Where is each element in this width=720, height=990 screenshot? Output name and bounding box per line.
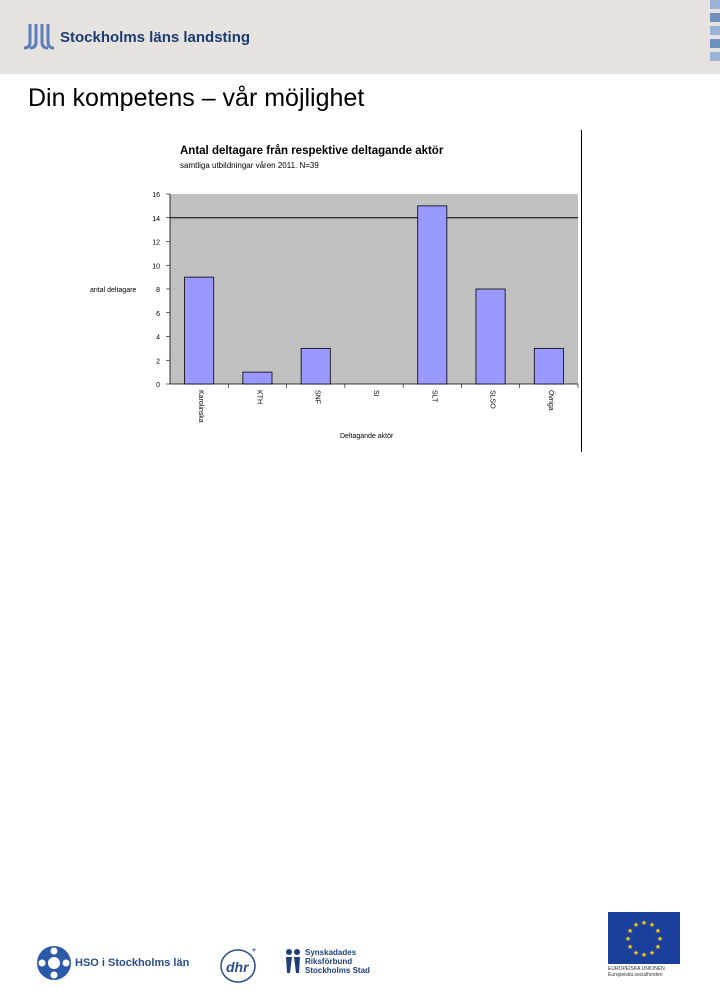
svg-text:*: * (252, 947, 256, 958)
hso-icon (36, 945, 72, 981)
eu-logo (608, 912, 682, 978)
eu-star-icon: ★ (640, 920, 648, 927)
y-tick-label: 6 (156, 310, 160, 318)
plot-area (170, 194, 578, 384)
eu-star-icon: ★ (624, 936, 632, 943)
x-tick-label: SLT (430, 390, 438, 403)
eu-line1: EUROPEISKA UNIONEN (608, 966, 665, 972)
footer (0, 455, 720, 978)
bar-slso (476, 289, 505, 384)
x-tick-label: Karolinska (197, 390, 205, 423)
eu-star-icon: ★ (627, 928, 634, 935)
y-tick-label: 4 (156, 334, 160, 342)
eu-line2: Europeiska socialfonden (608, 972, 663, 978)
y-axis-label: antal deltagare (90, 287, 137, 294)
chart-container (90, 130, 582, 452)
synskadade-logo (284, 948, 370, 975)
y-tick-label: 0 (156, 382, 160, 389)
bar-slt (418, 206, 447, 384)
bar-övriga (534, 348, 563, 384)
x-tick-label: SI (372, 390, 379, 397)
dhr-label: dhr (226, 959, 249, 975)
x-tick-label: SNF (313, 390, 321, 404)
x-axis-label: Deltagande aktör (340, 433, 394, 440)
y-tick-label: 16 (152, 192, 160, 199)
sll-logo-icon (24, 22, 58, 52)
eu-star-icon: ★ (656, 936, 664, 943)
x-tick-label: Övriga (546, 390, 554, 411)
x-tick-label: SLSO (488, 390, 496, 409)
bar-snf (301, 348, 330, 384)
x-tick-label: KTH (255, 390, 263, 404)
org-name: Stockholms läns landsting (60, 28, 251, 46)
y-tick-label: 12 (152, 239, 160, 247)
eu-flag-icon (608, 912, 680, 964)
y-tick-label: 10 (152, 263, 160, 271)
dhr-icon (218, 945, 262, 985)
eu-star-icon: ★ (632, 922, 640, 930)
sll-logo (24, 22, 250, 52)
y-tick-label: 8 (156, 287, 160, 294)
hso-label: HSO i Stockholms län (75, 957, 190, 969)
chart-title: Antal deltagare från respektive deltagande aktör (180, 145, 444, 157)
syn-line2: Riksförbund (305, 957, 353, 966)
hso-logo (36, 945, 189, 981)
y-tick-label: 14 (152, 215, 160, 223)
syn-line3: Stockholms Stad (305, 966, 370, 975)
slide-title: Din kompetens – vår möjlighet (28, 84, 365, 112)
syn-line1: Synskadades (305, 948, 357, 957)
eu-star-icon: ★ (627, 944, 634, 951)
people-icon (284, 948, 302, 974)
bar-kth (243, 372, 272, 384)
eu-star-icon: ★ (632, 949, 640, 957)
header-bar (0, 0, 720, 74)
y-tick-label: 2 (156, 358, 160, 366)
chart-subtitle: samtliga utbildningar våren 2011. N=39 (180, 161, 319, 170)
eu-star-icon: ★ (648, 949, 656, 957)
dhr-logo (218, 945, 262, 990)
bar-chart (90, 130, 582, 452)
eu-star-icon: ★ (640, 952, 648, 959)
decor-squares (706, 0, 720, 65)
eu-star-icon: ★ (654, 928, 661, 935)
eu-star-icon: ★ (648, 922, 656, 930)
bar-karolinska (185, 277, 214, 384)
eu-star-icon: ★ (654, 944, 661, 951)
